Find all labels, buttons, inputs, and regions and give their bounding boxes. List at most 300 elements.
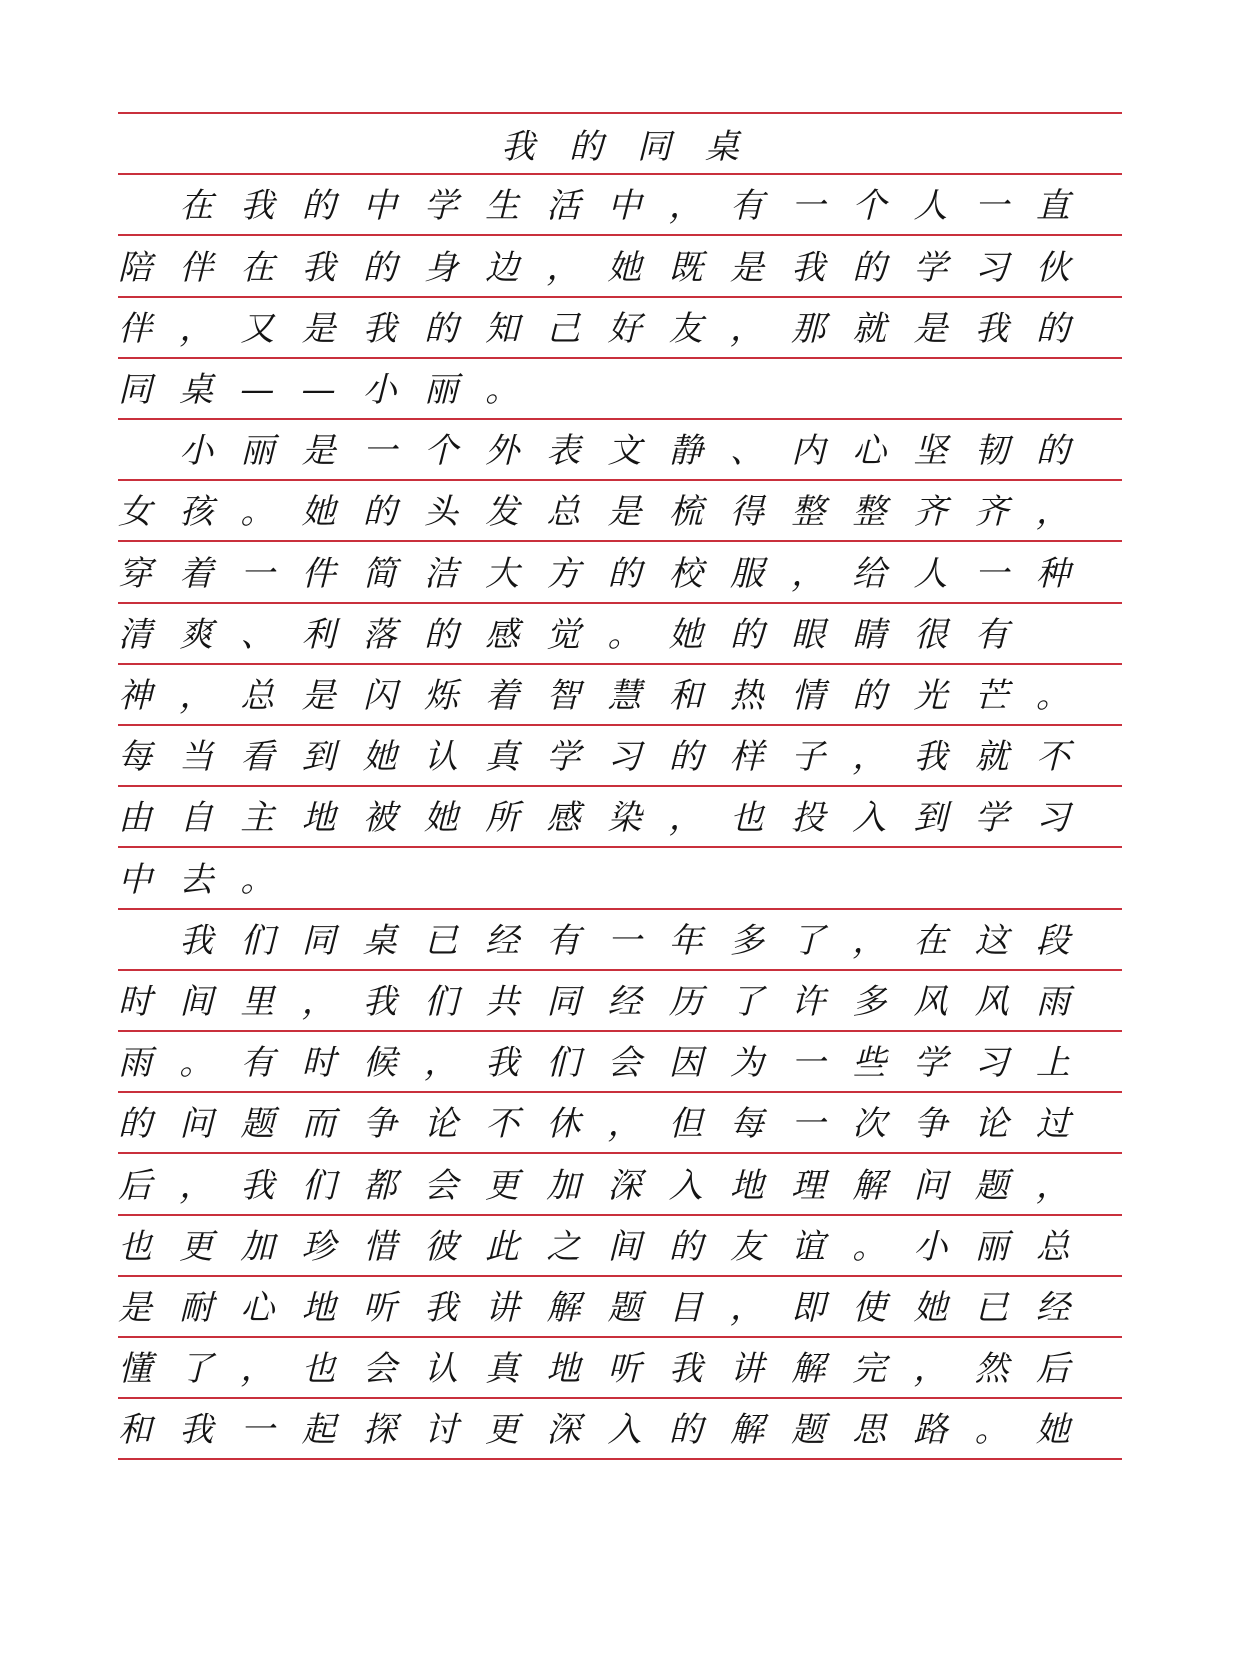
text-line [118,785,1122,846]
text-char: 有 [974,614,1009,655]
text-char: 我 [301,247,336,288]
text-char: 间 [179,981,214,1022]
text-char: 惜 [362,1226,397,1267]
text-char: 我 [913,737,948,778]
text-char: 小 [362,369,397,410]
text-char: 听 [607,1349,642,1390]
text-char: 芒 [974,675,1009,716]
text-char: 女 [118,492,152,533]
text-char: 一 [791,1104,826,1145]
text-char: 真 [485,737,520,778]
text-char: 中 [362,186,397,227]
text-line [118,969,1122,1030]
text-char: 感 [485,614,520,655]
text-char: ， [852,737,887,778]
text-char: 些 [852,1043,887,1084]
text-char: 加 [546,1165,581,1206]
text-line [118,1397,1122,1458]
text-char: 同 [118,369,152,410]
text-char: 完 [852,1349,887,1390]
text-char: 过 [1035,1104,1070,1145]
text-char: 的 [607,553,642,594]
text-char: 论 [423,1104,458,1145]
text-char: 多 [729,920,764,961]
text-char: 此 [485,1226,520,1267]
text-char: 入 [607,1410,642,1451]
text-line [118,1152,1122,1213]
text-char: 生 [485,186,520,227]
text-char: 烁 [423,675,458,716]
text-char: 看 [240,737,275,778]
text-char: 一 [607,920,642,961]
text-char: 那 [791,308,826,349]
text-char: 我 [362,308,397,349]
text-char: 觉 [546,614,581,655]
text-char: 习 [607,737,642,778]
text-char: 许 [791,981,826,1022]
text-char: 在 [179,186,214,227]
text-char: 了 [791,920,826,961]
text-char: 懂 [118,1349,152,1390]
text-char: 身 [423,247,458,288]
text-char: 我 [362,981,397,1022]
text-char: 个 [852,186,887,227]
text-char: 们 [301,1165,336,1206]
text-char: 真 [485,1349,520,1390]
text-char: 我 [974,308,1009,349]
text-char: 一 [240,1410,275,1451]
text-char: 习 [1035,798,1070,839]
text-char: 耐 [179,1287,214,1328]
text-char: 我 [423,1287,458,1328]
text-char: 我 [485,1043,520,1084]
text-char: 候 [362,1043,397,1084]
text-char: 在 [240,247,275,288]
text-char: 着 [179,553,214,594]
document-title [118,112,1122,173]
text-char: 到 [301,737,336,778]
text-char: 入 [668,1165,703,1206]
text-char: 她 [423,798,458,839]
text-char: 年 [668,920,703,961]
text-char: 同 [546,981,581,1022]
text-char: 。 [852,1226,887,1267]
text-char: 睛 [852,614,887,655]
text-char: 里 [240,981,275,1022]
text-char: 内 [791,431,826,472]
text-char: 的 [852,247,887,288]
text-char: 坚 [913,431,948,472]
text-line [118,296,1122,357]
text-char: 洁 [423,553,458,594]
text-char: 中 [118,859,152,900]
text-char: 的 [118,1104,152,1145]
text-char: 谊 [791,1226,826,1267]
text-line [118,357,1122,418]
text-char: 文 [607,431,642,472]
title-char: 桌 [705,127,739,168]
text-char: 得 [729,492,764,533]
text-char: 、 [240,614,275,655]
text-char: 热 [729,675,764,716]
text-char: 整 [852,492,887,533]
text-char: 地 [301,1287,336,1328]
text-char: 理 [791,1165,826,1206]
text-char: 她 [362,737,397,778]
text-char: 子 [791,737,826,778]
text-char: 有 [546,920,581,961]
text-char [118,921,179,961]
text-char: 很 [913,614,948,655]
text-char: 因 [668,1043,703,1084]
text-char: 更 [485,1165,520,1206]
text-char: 问 [913,1165,948,1206]
text-char: 桌 [179,369,214,410]
text-char: 经 [607,981,642,1022]
text-line [118,1214,1122,1275]
text-char: 。 [240,859,275,900]
text-char: 的 [668,737,703,778]
text-char: 们 [423,981,458,1022]
text-char: 丽 [423,369,458,410]
text-char: 即 [791,1287,826,1328]
text-char: 会 [607,1043,642,1084]
text-char: 后 [1035,1349,1070,1390]
text-char: 了 [729,981,764,1022]
text-char: 落 [362,614,397,655]
title-char: 的 [569,127,603,168]
text-char: 题 [607,1287,642,1328]
text-char: 智 [546,675,581,716]
text-char: 一 [791,1043,826,1084]
text-char: 雨 [118,1043,152,1084]
text-char: 种 [1035,553,1070,594]
text-char: 们 [546,1043,581,1084]
text-char: 争 [362,1104,397,1145]
text-char: 被 [362,798,397,839]
text-char: 探 [362,1410,397,1451]
text-char: 雨 [1035,981,1070,1022]
text-char: 讨 [423,1410,458,1451]
text-line [118,479,1122,540]
text-char: 论 [974,1104,1009,1145]
text-char: 孩 [179,492,214,533]
text-char: 又 [240,308,275,349]
text-char: 地 [729,1165,764,1206]
text-char: — [240,369,275,410]
text-char: ， [240,1349,275,1390]
text-char: 认 [423,1349,458,1390]
text-char: ， [668,798,703,839]
text-char: ， [179,675,214,716]
text-char: 地 [546,1349,581,1390]
text-char: 就 [974,737,1009,778]
text-line [118,908,1122,969]
text-char: 方 [546,553,581,594]
text-char [118,186,179,226]
text-char: 习 [974,247,1009,288]
text-char: 彼 [423,1226,458,1267]
text-char: 风 [974,981,1009,1022]
text-char: 桌 [362,920,397,961]
text-char: 的 [362,247,397,288]
text-char: 她 [913,1287,948,1328]
text-char: 目 [668,1287,703,1328]
text-char: 眼 [791,614,826,655]
text-char: 的 [1035,308,1070,349]
text-char: ， [668,186,703,227]
text-char: 每 [729,1104,764,1145]
text-char: 神 [118,675,152,716]
text-char: 题 [240,1104,275,1145]
text-char: 听 [362,1287,397,1328]
text-char: 学 [974,798,1009,839]
text-char: 投 [791,798,826,839]
text-char: 加 [240,1226,275,1267]
text-char: 我 [179,1410,214,1451]
text-char: 校 [668,553,703,594]
text-char: 丽 [240,431,275,472]
text-char: 解 [852,1165,887,1206]
text-char: 中 [607,186,642,227]
text-char: 梳 [668,492,703,533]
text-char: 发 [485,492,520,533]
text-char: 了 [179,1349,214,1390]
text-char: 和 [118,1410,152,1451]
text-char: 利 [301,614,336,655]
text-char: 历 [668,981,703,1022]
text-char: 时 [301,1043,336,1084]
text-char: ， [913,1349,948,1390]
text-char: 所 [485,798,520,839]
text-char: ， [423,1043,458,1084]
text-char: 使 [852,1287,887,1328]
text-char: 后 [118,1165,152,1206]
text-char: 是 [301,308,336,349]
text-char: ， [179,1165,214,1206]
text-char: 们 [240,920,275,961]
text-char: 更 [485,1410,520,1451]
text-char: 珍 [301,1226,336,1267]
text-char: 。 [974,1410,1009,1451]
text-char: 总 [240,675,275,716]
text-char: 而 [301,1104,336,1145]
text-char: 也 [118,1226,152,1267]
text-char: 伙 [1035,247,1070,288]
text-char: 学 [546,737,581,778]
text-char: ， [301,981,336,1022]
text-char: ， [729,1287,764,1328]
text-char: 陪 [118,247,152,288]
text-char: 路 [913,1410,948,1451]
text-char: 会 [423,1165,458,1206]
text-char: 情 [791,675,826,716]
text-char: 整 [791,492,826,533]
text-char: 主 [240,798,275,839]
text-char: 静 [668,431,703,472]
text-char: 知 [485,308,520,349]
text-char: 活 [546,186,581,227]
text-char: 闪 [362,675,397,716]
text-char: 的 [1035,431,1070,472]
text-char: 她 [668,614,703,655]
text-char: 就 [852,308,887,349]
text-char: 直 [1035,186,1070,227]
text-char: 自 [179,798,214,839]
text-char: 我 [668,1349,703,1390]
text-char: 边 [485,247,520,288]
text-char: 深 [546,1410,581,1451]
text-char: 总 [546,492,581,533]
text-char: 上 [1035,1043,1070,1084]
text-char: ， [1035,1165,1070,1206]
text-char: 齐 [974,492,1009,533]
text-char: 样 [729,737,764,778]
text-char: 的 [668,1226,703,1267]
text-char: 染 [607,798,642,839]
text-char: 一 [240,553,275,594]
text-line [118,663,1122,724]
text-char: 不 [1035,737,1070,778]
text-char: 是 [607,492,642,533]
ruled-line [118,1458,1122,1460]
text-char: 已 [974,1287,1009,1328]
text-char: 给 [852,553,887,594]
text-char: 一 [791,186,826,227]
text-char: 不 [485,1104,520,1145]
text-char: 的 [668,1410,703,1451]
text-char: 次 [852,1104,887,1145]
text-char: 解 [729,1410,764,1451]
text-char: 讲 [485,1287,520,1328]
text-char: 多 [852,981,887,1022]
text-char: 友 [668,308,703,349]
text-char: 习 [974,1043,1009,1084]
text-char: 人 [913,186,948,227]
text-char: ， [179,308,214,349]
text-char: ， [791,553,826,594]
text-char: 思 [852,1410,887,1451]
text-char: 慧 [607,675,642,716]
text-char: 的 [423,614,458,655]
text-char: 、 [729,431,764,472]
text-char: ， [852,920,887,961]
text-char: 友 [729,1226,764,1267]
text-char: 经 [1035,1287,1070,1328]
ruled-line [118,112,1122,114]
text-char: 更 [179,1226,214,1267]
text-char: 也 [301,1349,336,1390]
text-char: 齐 [913,492,948,533]
text-char: 简 [362,553,397,594]
text-char: 小 [179,431,214,472]
text-char: ， [1035,492,1070,533]
text-char: 心 [240,1287,275,1328]
text-char: 伴 [118,308,152,349]
text-char: 着 [485,675,520,716]
text-char: 题 [974,1165,1009,1206]
title-char: 我 [501,127,535,168]
text-char [118,431,179,471]
text-char: 表 [546,431,581,472]
text-char: 清 [118,614,152,655]
text-char: 心 [852,431,887,472]
text-char: 的 [852,675,887,716]
text-line [118,846,1122,907]
text-char: 当 [179,737,214,778]
text-char: 同 [301,920,336,961]
text-char: 学 [913,1043,948,1084]
text-line [118,418,1122,479]
text-char: 人 [913,553,948,594]
text-char: 去 [179,859,214,900]
text-char: 大 [485,553,520,594]
text-char: 然 [974,1349,1009,1390]
text-char: 已 [423,920,458,961]
text-char: 的 [362,492,397,533]
text-char: 为 [729,1043,764,1084]
text-char: 感 [546,798,581,839]
text-char: 是 [913,308,948,349]
text-char: 有 [240,1043,275,1084]
text-char: 这 [974,920,1009,961]
text-char: ， [546,247,581,288]
text-char: 和 [668,675,703,716]
text-char: 起 [301,1410,336,1451]
text-char: 既 [668,247,703,288]
text-char: 学 [423,186,458,227]
text-char: 共 [485,981,520,1022]
text-char: 一 [974,186,1009,227]
text-char: 解 [546,1287,581,1328]
text-char: 服 [729,553,764,594]
text-char: 地 [301,798,336,839]
text-line [118,1275,1122,1336]
text-char: 认 [423,737,458,778]
text-char: 个 [423,431,458,472]
text-char: 。 [485,369,520,410]
text-char: 穿 [118,553,152,594]
text-char: ， [607,1104,642,1145]
text-char: 她 [301,492,336,533]
text-char: 总 [1035,1226,1070,1267]
text-char: 题 [791,1410,826,1451]
text-char: 之 [546,1226,581,1267]
text-char: 到 [913,798,948,839]
text-char: 。 [1035,675,1070,716]
text-char: 一 [362,431,397,472]
text-line [118,234,1122,295]
text-char: 段 [1035,920,1070,961]
text-char: — [301,369,336,410]
text-char: 件 [301,553,336,594]
text-char: 我 [240,1165,275,1206]
text-char: 深 [607,1165,642,1206]
text-char: 。 [607,614,642,655]
text-char: 休 [546,1104,581,1145]
text-char: 小 [913,1226,948,1267]
text-char: 头 [423,492,458,533]
text-char: 的 [729,614,764,655]
text-char: 。 [179,1043,214,1084]
text-char: 。 [240,492,275,533]
text-char: 一 [974,553,1009,594]
text-line [118,1336,1122,1397]
text-char: 会 [362,1349,397,1390]
text-char: 入 [852,798,887,839]
text-char: 学 [913,247,948,288]
text-char: 是 [301,431,336,472]
